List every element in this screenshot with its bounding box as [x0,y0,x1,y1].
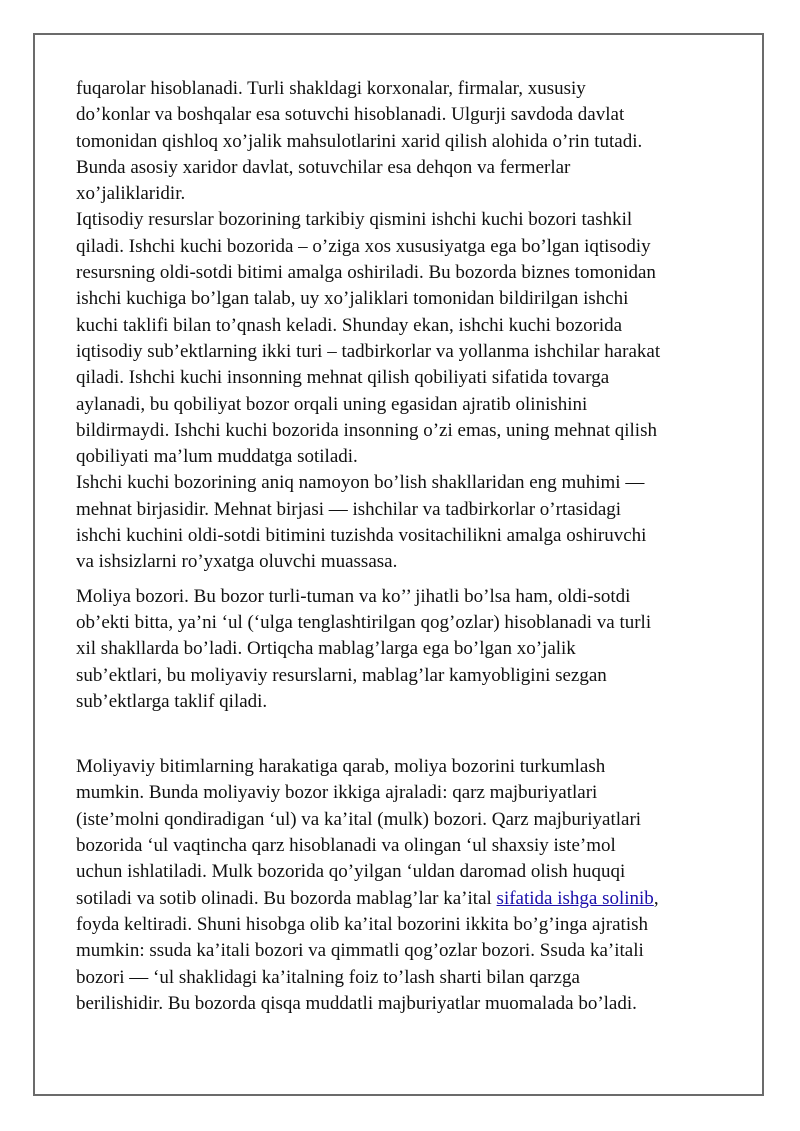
document-body [76,76,736,1017]
inline-link[interactable]: sifatida ishga solinib [496,887,654,909]
paragraph-labor-exchange: Ishchi kuchi bozorining aniq namoyon bo’lish shakllaridan eng muhimi — mehnat birjasidir. Mehnat birjasi — ishchilar va tadbirkorlar o’rtasidagi ishchi kuchini oldi-sotdi bitimini tuzishda vositachilikni amalga oshiruvchi va ishsizlarni ro’yxatga oluvchi muassasa. [76,472,647,573]
paragraph-text-after-link: , foyda keltiradi. Shuni hisobga olib ka’ital bozorini ikkita bo’g’inga ajratish mumkin: ssuda ka’itali bozori va qimmatli qog’ozlar bozori. Ssuda ka’itali bozori — ‘ul shaklidagi ka’italning foiz to’lash sharti bilan qarzga berilishidir. Bu bozorda qisqa muddatli majburiyatlar muomalada bo’ladi. [76,887,659,1014]
paragraph-labor-market: Iqtisodiy resurslar bozorining tarkibiy qismini ishchi kuchi bozori tashkil qiladi. Ishchi kuchi bozorida – o’ziga xos xususiyatga ega bo’lgan iqtisodiy resursning oldi-sotdi bitimi amalga oshiriladi. Bu bozorda biznes tomonidan ishchi kuchiga bo’lgan talab, uy xo’jaliklari tomonidan bildirilgan ishchi kuchi taklifi bilan to’qnash keladi. Shunday ekan, ishchi kuchi bozorida iqtisodiy sub’ektlarning ikki turi – tadbirkorlar va yollanma ishchilar harakat qiladi. Ishchi kuchi insonning mehnat qilish qobiliyati sifatida tovarga aylanadi, bu qobiliyat bozor orqali uning egasidan ajratib olinishini bildirmaydi. Ishchi kuchi bozorida insonning o’zi emas, uning mehnat qilish qobiliyati ma’lum muddatga sotiladi. [76,209,661,468]
paragraph-retail-buyers: fuqarolar hisoblanadi. Turli shakldagi korxonalar, firmalar, xususiy do’konlar va boshqalar esa sotuvchi hisoblanadi. Ulgurji savdoda davlat tomonidan qishloq xo’jalik mahsulotlarini xarid qilish alohida o’rin tutadi. Bunda asosiy xaridor davlat, sotuvchilar esa dehqon va fermerlar xo’jaliklaridir. [76,78,643,205]
paragraph-text-before-link: Moliyaviy bitimlarning harakatiga qarab, moliya bozorini turkumlash mumkin. Bunda moliyaviy bozor ikkiga ajraladi: qarz majburiyatlari (iste’molni qondiradigan ‘ul) va ka’ital (mulk) bozori. Qarz majburiyatlari bozorida ‘ul vaqtincha qarz hisoblanadi va olingan ‘ul shaxsiy iste’mol uchun ishlatiladi. Mulk bozorida qo’yilgan ‘uldan daromad olish huquqi sotiladi va sotib olinadi. Bu bozorda mablag’lar ka’ital [76,756,642,909]
paragraph-financial-transactions [76,754,736,1017]
paragraph-financial-market: Moliya bozori. Bu bozor turli-tuman va ko’’ jihatli bo’lsa ham, oldi-sotdi ob’ekti bitta, ya’ni ‘ul (‘ulga tenglashtirilgan qog’ozlar) hisoblanadi va turli xil shakllarda bo’ladi. Ortiqcha mablag’larga ega bo’lgan xo’jalik sub’ektlari, bu moliyaviy resurslarni, mablag’lar kamyobligini sezgan sub’ektlarga taklif qiladi. [76,585,652,712]
